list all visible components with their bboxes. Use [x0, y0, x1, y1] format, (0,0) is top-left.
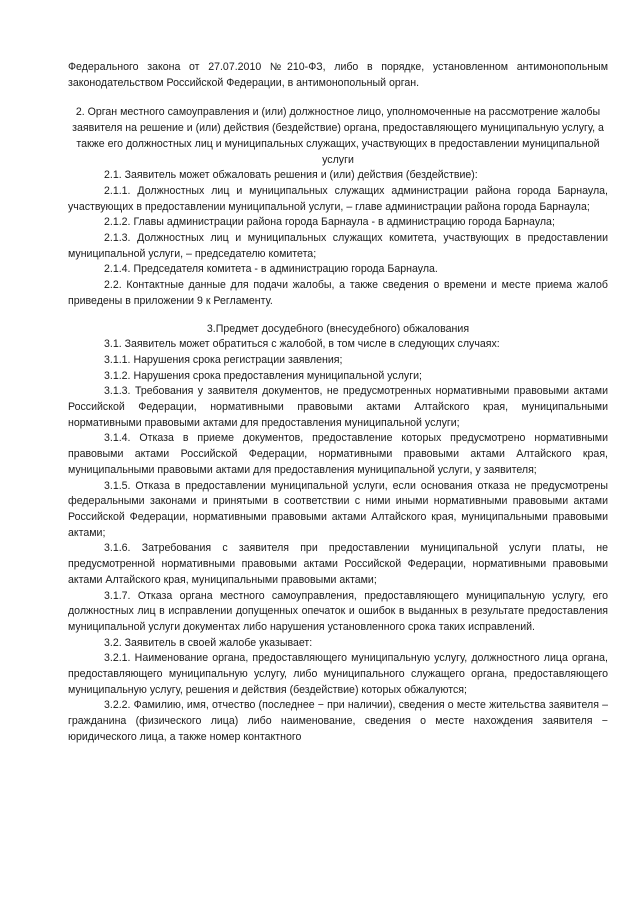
paragraph-2-2: 2.2. Контактные данные для подачи жалобы, а также сведения о времени и месте приема жалоб приведены в приложении 9 к Регламенту.	[68, 279, 608, 307]
paragraph-3-1-3: 3.1.3. Требования у заявителя документов, не предусмотренных нормативными правовыми актами Российской Федерации, нормативными правовыми актами Алтайского края, муниципальными нормативными правовыми актами для предоставления муниципальной услуги;	[68, 385, 608, 429]
paragraph-3-1-6: 3.1.6. Затребования с заявителя при предоставлении муниципальной услуги платы, не предусмотренной нормативными правовыми актами Российской Федерации, нормативными правовыми актами Алтайского края, муниципальными правовыми актами;	[68, 542, 608, 586]
paragraph-3-2: 3.2. Заявитель в своей жалобе указывает:	[104, 636, 313, 649]
paragraph-2-1-4: 2.1.4. Председателя комитета - в администрацию города Барнаула.	[104, 263, 438, 276]
paragraph-3-2-2: 3.2.2. Фамилию, имя, отчество (последнее − при наличии), сведения о месте жительства заявителя – гражданина (физического лица) либо наименование, сведения о месте нахождения заявителя − юридического лица, а также номер контактного	[68, 699, 608, 743]
document-page	[68, 60, 608, 746]
paragraph-2-1-1: 2.1.1. Должностных лиц и муниципальных служащих администрации района города Барнаула, участвующих в предоставлении муниципальной услуги, – главе администрации района города Барнаула;	[68, 184, 608, 213]
paragraph-2-1-2: 2.1.2. Главы администрации района города Барнаула - в администрацию города Барнаула;	[104, 216, 555, 229]
paragraph-3-1: 3.1. Заявитель может обратиться с жалобой, в том числе в следующих случаях:	[104, 338, 500, 351]
section-2-heading: 2. Орган местного самоуправления и (или) должностное лицо, уполномоченные на рассмотрение жалобы заявителя на решение и (или) действия (бездействие) органа, предоставляющего муниципальную услугу, а также его должностных лиц и муниципальных служащих, участвующих в предоставлении муниципальной услуги	[72, 106, 604, 166]
paragraph-3-2-1: 3.2.1. Наименование органа, предоставляющего муниципальную услугу, должностного лица органа, предоставляющего муниципальную услугу, либо муниципального служащего органа, предоставляющего муниципальную услугу, решения и действия (бездействие) которых обжалуются;	[68, 652, 608, 696]
paragraph-3-1-7: 3.1.7. Отказа органа местного самоуправления, предоставляющего муниципальную услугу, его должностных лиц в исправлении допущенных опечаток и ошибок в выданных в результате предоставления муниципальной услуги документах либо нарушения установленного срока таких исправлений.	[68, 589, 608, 633]
paragraph-2-1: 2.1. Заявитель может обжаловать решения и (или) действия (бездействие):	[104, 169, 478, 182]
section-3-heading: 3.Предмет досудебного (внесудебного) обжалования	[206, 322, 470, 335]
paragraph-3-1-1: 3.1.1. Нарушения срока регистрации заявления;	[104, 353, 343, 366]
paragraph-law-continuation: Федерального закона от 27.07.2010 №210-ФЗ, либо в порядке, установленном антимонопольным законодательством Российской Федерации, в антимонопольный орган.	[68, 61, 608, 89]
paragraph-3-1-2: 3.1.2. Нарушения срока предоставления муниципальной услуги;	[104, 369, 422, 382]
paragraph-2-1-3: 2.1.3. Должностных лиц и муниципальных служащих комитета, участвующих в предоставлении муниципальной услуги, – председателю комитета;	[68, 232, 608, 260]
paragraph-3-1-4: 3.1.4. Отказа в приеме документов, предоставление которых предусмотрено нормативными правовыми актами Российской Федерации, нормативными правовыми актами Алтайского края, муниципальными правовыми актами для предоставления муниципальной услуги, у заявителя;	[68, 432, 608, 476]
paragraph-3-1-5: 3.1.5. Отказа в предоставлении муниципальной услуги, если основания отказа не предусмотрены федеральными законами и принятыми в соответствии с ними иными нормативными правовыми актами Российской Федерации, нормативными правовыми актами Алтайского края, муниципальными правовыми актами;	[68, 479, 608, 539]
